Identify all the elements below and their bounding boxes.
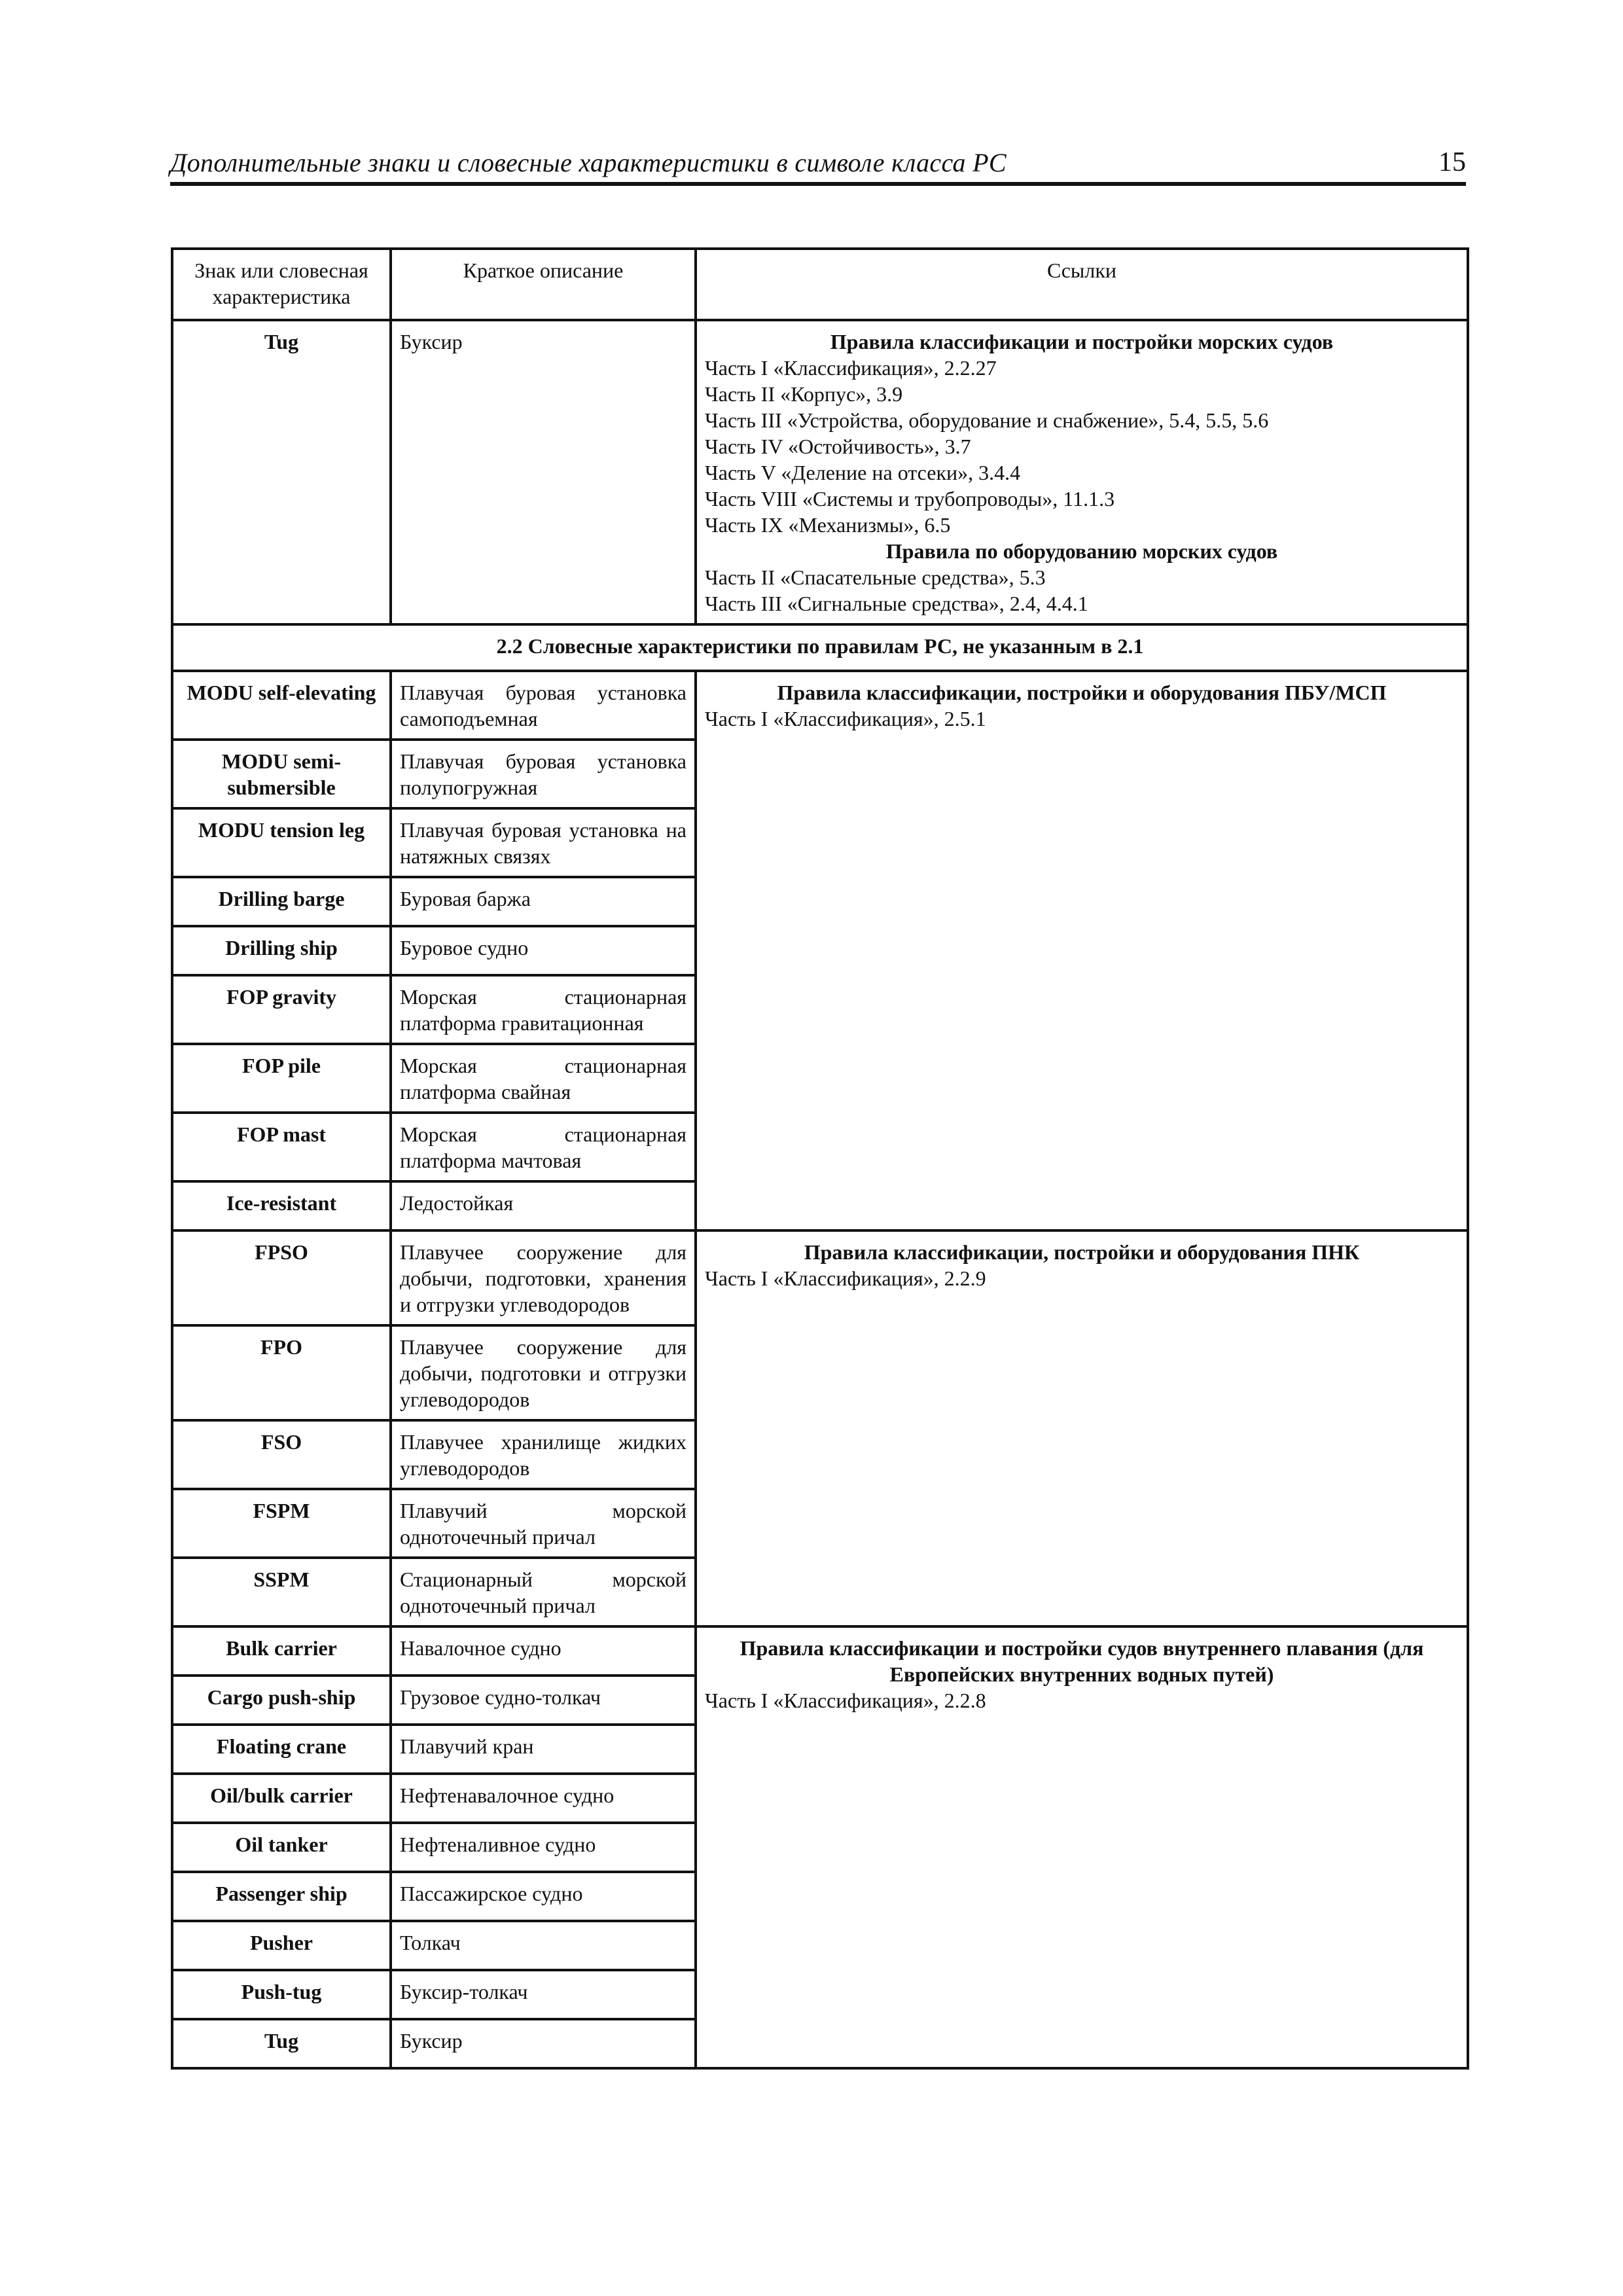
references-cell [696,1230,1468,1626]
rules-title: Правила классификации, постройки и оборудования ПБУ/МСП [777,681,1387,704]
mark-cell: FSPM [172,1489,391,1558]
description-cell: Морская стационарная платформа мачтовая [391,1113,696,1181]
mark-cell: Passenger ship [172,1872,391,1921]
description-cell: Морская стационарная платформа свайная [391,1044,696,1113]
references-cell [696,1626,1468,2068]
description-cell: Нефтенавалочное судно [391,1774,696,1823]
classification-table [171,247,1469,2070]
mark-cell: FPSO [172,1230,391,1325]
section-title: 2.2 Словесные характеристики по правилам РС, не указанным в 2.1 [172,624,1468,671]
column-header-description: Краткое описание [391,249,696,320]
table-header-row [172,249,1468,320]
mark-cell: Oil/bulk carrier [172,1774,391,1823]
description-cell: Плавучее сооружение для добычи, подготовки и отгрузки углеводородов [391,1325,696,1420]
description-cell: Толкач [391,1921,696,1970]
mark-cell: Bulk carrier [172,1626,391,1676]
running-title: Дополнительные знаки и словесные характеристики в символе класса РС [170,148,1007,177]
description-cell: Плавучая буровая установка самоподъемная [391,671,696,740]
column-header-mark: Знак или словесная характеристика [172,249,391,320]
description-cell: Стационарный морской одноточечный причал [391,1558,696,1626]
table-row-tug [172,320,1468,624]
page-number: 15 [1438,147,1466,177]
mark-cell: Floating crane [172,1725,391,1774]
description-cell: Плавучая буровая установка полупогружная [391,740,696,808]
mark-cell: MODU semi-submersible [172,740,391,808]
description-cell: Грузовое судно-толкач [391,1676,696,1725]
mark-cell: FOP mast [172,1113,391,1181]
reference-line: Часть IX «Механизмы», 6.5 [705,513,951,537]
reference-line: Часть I «Классификация», 2.2.8 [705,1689,986,1712]
mark-cell: Push-tug [172,1970,391,2019]
page-header [170,143,1466,186]
reference-line: Часть I «Классификация», 2.2.9 [705,1266,986,1290]
mark-cell: FOP gravity [172,975,391,1044]
mark-cell: Oil tanker [172,1823,391,1872]
description-cell: Плавучая буровая установка на натяжных связях [391,808,696,877]
description-cell: Плавучий кран [391,1725,696,1774]
description-cell: Плавучий морской одноточечный причал [391,1489,696,1558]
table-row [172,671,1468,740]
reference-line: Часть II «Корпус», 3.9 [705,382,903,406]
description-cell: Буксир [391,320,696,624]
reference-line: Часть II «Спасательные средства», 5.3 [705,565,1046,589]
mark-cell: Drilling ship [172,926,391,975]
rules-title: Правила классификации, постройки и оборудования ПНК [804,1240,1360,1264]
column-header-references: Ссылки [696,249,1468,320]
reference-line: Часть III «Сигнальные средства», 2.4, 4.4.1 [705,592,1088,615]
section-row [172,624,1468,671]
description-cell: Пассажирское судно [391,1872,696,1921]
description-cell: Ледостойкая [391,1181,696,1230]
mark-cell: Ice-resistant [172,1181,391,1230]
mark-cell: FOP pile [172,1044,391,1113]
mark-cell: FPO [172,1325,391,1420]
mark-cell: Pusher [172,1921,391,1970]
mark-cell: Drilling barge [172,877,391,926]
mark-cell: FSO [172,1420,391,1489]
table-row [172,1626,1468,1676]
table-body [172,320,1468,2068]
mark-cell: MODU tension leg [172,808,391,877]
description-cell: Навалочное судно [391,1626,696,1676]
mark-cell: Tug [172,2019,391,2068]
reference-line: Часть IV «Остойчивость», 3.7 [705,435,971,458]
references-cell [696,671,1468,1230]
reference-line: Часть I «Классификация», 2.2.27 [705,356,997,380]
rules-title: Правила по оборудованию морских судов [885,539,1278,563]
description-cell: Буровое судно [391,926,696,975]
mark-cell: Cargo push-ship [172,1676,391,1725]
mark-cell: MODU self-elevating [172,671,391,740]
reference-line: Часть III «Устройства, оборудование и снабжение», 5.4, 5.5, 5.6 [705,408,1269,432]
references-cell [696,320,1468,624]
rules-title: Правила классификации и постройки морских судов [830,330,1334,353]
description-cell: Буксир [391,2019,696,2068]
mark-cell: Tug [172,320,391,624]
description-cell: Нефтеналивное судно [391,1823,696,1872]
mark-cell: SSPM [172,1558,391,1626]
description-cell: Буровая баржа [391,877,696,926]
reference-line: Часть VIII «Системы и трубопроводы», 11.1.3 [705,487,1115,511]
description-cell: Буксир-толкач [391,1970,696,2019]
description-cell: Плавучее сооружение для добычи, подготовки, хранения и отгрузки углеводородов [391,1230,696,1325]
reference-line: Часть I «Классификация», 2.5.1 [705,707,986,730]
rules-title: Правила классификации и постройки судов внутреннего плавания (для Европейских внутренних водных путей) [740,1636,1424,1686]
description-cell: Плавучее хранилище жидких углеводородов [391,1420,696,1489]
reference-line: Часть V «Деление на отсеки», 3.4.4 [705,461,1021,484]
description-cell: Морская стационарная платформа гравитационная [391,975,696,1044]
table-row [172,1230,1468,1325]
